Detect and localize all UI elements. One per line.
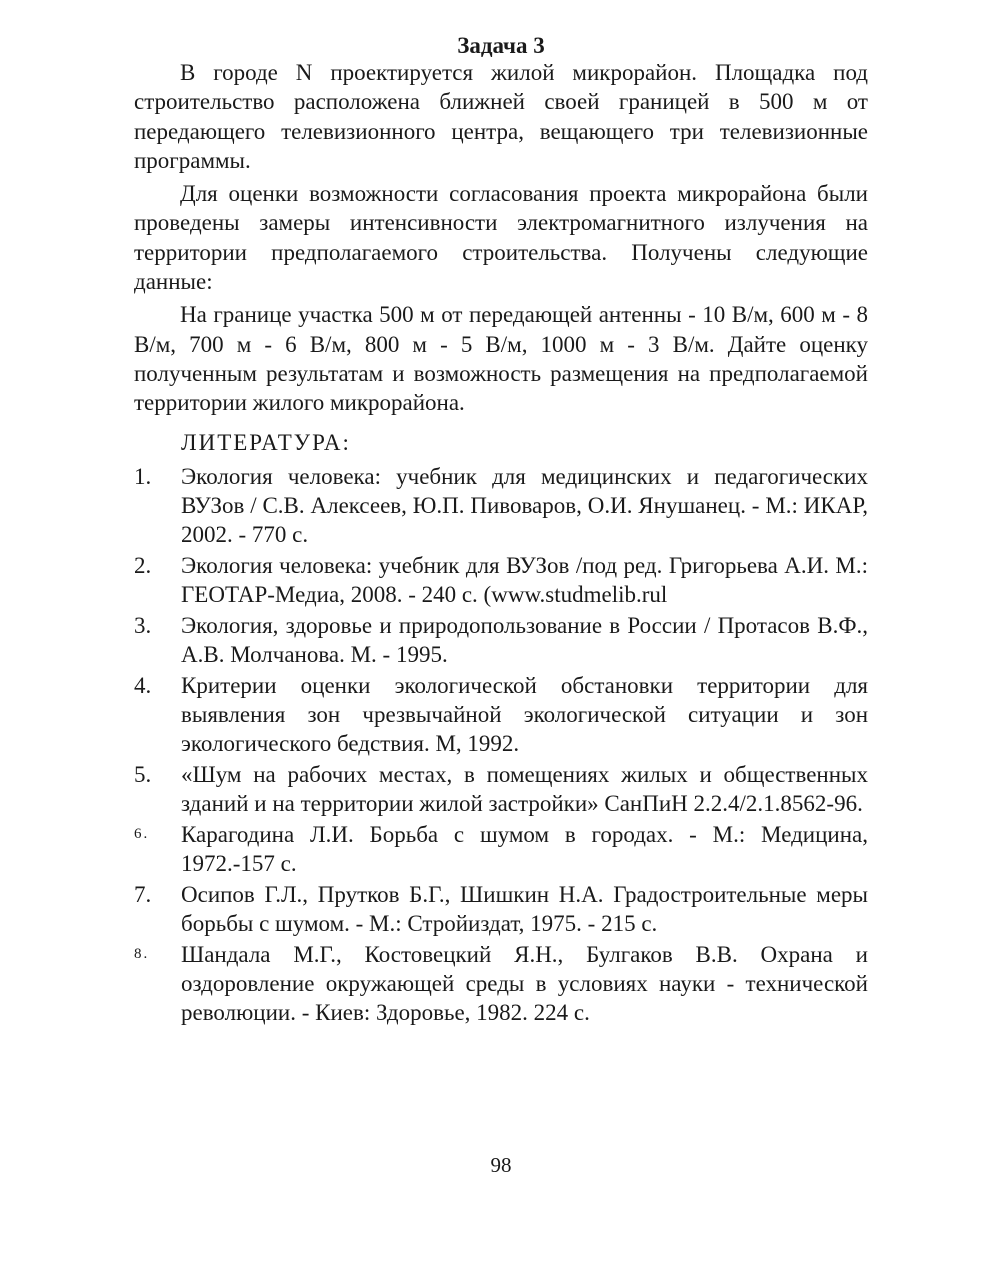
page-number: 98	[490, 1153, 512, 1177]
literature-item-number: 2.	[134, 553, 152, 578]
literature-item-text: Критерии оценки экологической обстановки территории для выявления зон чрезвычайной экологической ситуации и зон экологического бедствия. М, 1992.	[181, 673, 868, 756]
literature-item-text: Экология человека: учебник для медицинских и педагогических ВУЗов / С.В. Алексеев, Ю.П. Пивоваров, О.И. Янушанец. - М.: ИКАР, 2002. - 770 с.	[181, 464, 868, 547]
literature-item-text: Карагодина Л.И. Борьба с шумом в городах. - М.: Медицина, 1972.-157 с.	[181, 822, 868, 876]
literature-item-text: Осипов Г.Л., Прутков Б.Г., Шишкин Н.А. Градостроительные меры борьбы с шумом. - М.: Стройиздат, 1975. - 215 с.	[181, 882, 868, 936]
literature-item	[134, 462, 868, 549]
literature-item	[134, 880, 868, 938]
task-title: Задача 3	[457, 33, 545, 58]
literature-item-number: 7.	[134, 882, 152, 907]
literature-item-text: «Шум на рабочих местах, в помещениях жилых и общественных зданий и на территории жилой застройки» СанПиН 2.2.4/2.1.8562-96.	[181, 762, 868, 816]
task-body	[134, 58, 868, 422]
literature-item	[134, 760, 868, 818]
literature-item-number: 3.	[134, 613, 152, 638]
literature-item-number: 5.	[134, 762, 152, 787]
literature-item-text: Экология, здоровье и природопользование в России / Протасов В.Ф., А.В. Молчанова. М. - 1995.	[181, 613, 868, 667]
literature-item	[134, 940, 868, 1027]
literature-item-number: 6.	[134, 826, 150, 842]
literature-item	[134, 611, 868, 669]
literature-item-text: Шандала М.Г., Костовецкий Я.Н., Булгаков В.В. Охрана и оздоровление окружающей среды в условиях науки - технической революции. - Киев: Здоровье, 1982. 224 с.	[181, 942, 868, 1025]
task-paragraph-2: Для оценки возможности согласования проекта микрорайона были проведены замеры интенсивности электромагнитного излучения на территории предполагаемого строительства. Получены следующие данные:	[134, 181, 868, 295]
literature-list	[134, 462, 868, 1029]
literature-item	[134, 671, 868, 758]
literature-item-number: 1.	[134, 464, 152, 489]
literature-item	[134, 551, 868, 609]
literature-item-number: 8.	[134, 946, 150, 962]
literature-item	[134, 820, 868, 878]
literature-item-number: 4.	[134, 673, 152, 698]
task-paragraph-3: На границе участка 500 м от передающей антенны - 10 В/м, 600 м - 8 В/м, 700 м - 6 В/м, 800 м - 5 В/м, 1000 м - 3 В/м. Дайте оценку полученным результатам и возможность размещения на предполагаемой территории жилого микрорайона.	[134, 302, 868, 416]
literature-heading: ЛИТЕРАТУРА:	[181, 430, 351, 455]
task-paragraph-1: В городе N проектируется жилой микрорайон. Площадка под строительство расположена ближней своей границей в 500 м от передающего телевизионного центра, вещающего три телевизионные программы.	[134, 60, 868, 173]
literature-item-text: Экология человека: учебник для ВУЗов /под ред. Григорьева А.И. М.: ГЕОТАР-Медиа, 2008. - 240 с. (www.studmelib.rul	[181, 553, 868, 607]
